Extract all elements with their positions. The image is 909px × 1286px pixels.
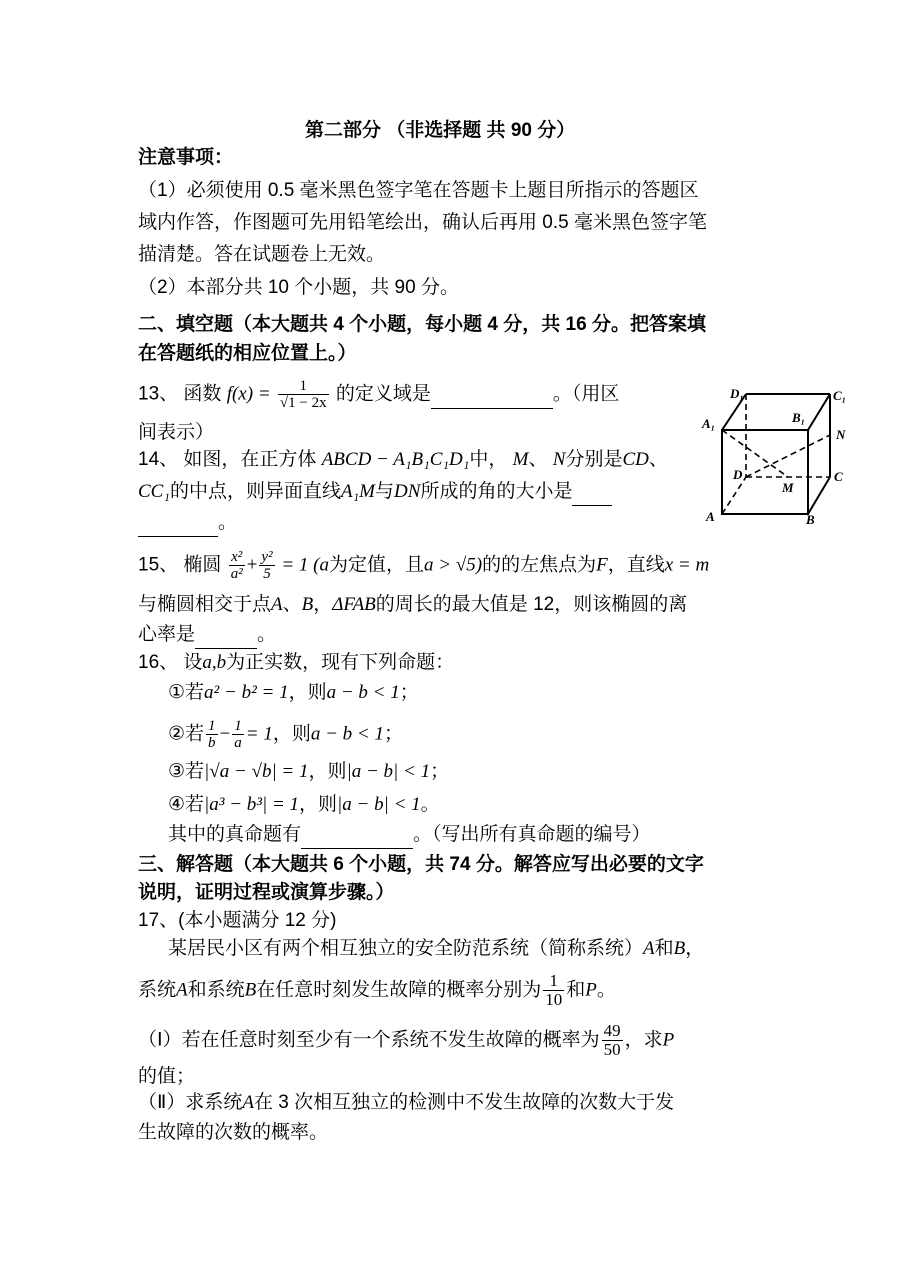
q16-p2n2: 1 (234, 718, 242, 734)
q16-p3d: ； (430, 761, 450, 782)
q14-M: M (512, 449, 529, 470)
q14-b: 中， (469, 449, 508, 470)
q17-line1 (168, 936, 704, 962)
section-3-title-2: 说明，证明过程或演算步骤。） (138, 882, 395, 903)
q13-den: √1 − 2x (279, 395, 327, 411)
q16-p3b: ，则 (308, 761, 347, 782)
q15-l2b: 、 (282, 594, 302, 615)
edge-AD-hidden (722, 477, 746, 514)
q16-p2-frac2 (232, 718, 244, 751)
q17-frac-49-50 (602, 1022, 623, 1059)
question-14-line2 (138, 479, 612, 506)
q13-prefix: 13、 函数 (138, 383, 222, 405)
q17-part-2 (138, 1090, 674, 1116)
q17-line2 (138, 972, 616, 1009)
label-A1: A₁ (702, 416, 716, 431)
q15-line: x = m (664, 554, 710, 576)
q15-A: A (271, 594, 283, 615)
q15-b: 为定值，且 (328, 554, 424, 576)
q16-prop-1 (168, 680, 419, 706)
q17-fd: 10 (545, 990, 563, 1009)
q16-prop-2: ②若 $\frac{1}{b}$ − $\frac{1}{a}$ = 1，则a − b < 1； (168, 718, 404, 751)
edge-B1C1 (808, 394, 830, 430)
q15-c: 的的左焦点为 (482, 554, 597, 576)
q15-F: F (596, 554, 608, 576)
label-C: C (834, 469, 843, 484)
q16-p2d2: a (234, 735, 242, 751)
q16-p1a: ①若 (168, 682, 205, 703)
q15-xn: x² (229, 549, 245, 566)
label-D1: D₁ (730, 386, 744, 401)
q15-cond: a > √5) (424, 554, 483, 576)
q17-part-2-line2: 生故障的次数的概率。 (138, 1122, 329, 1143)
q16-intro-b: 为正实数，现有下列命题： (226, 652, 455, 673)
q13-text: 的定义域是 (335, 383, 431, 405)
q16-p2d1: b (208, 735, 216, 751)
q15-xd: a² (230, 566, 243, 582)
label-B: B (806, 512, 815, 527)
q14-g: 与 (375, 481, 395, 502)
q15-frac-y (259, 549, 274, 582)
q15-yn: y² (261, 549, 273, 565)
part-heading: 第二部分 （非选择题 共 90 分） (305, 120, 576, 141)
q17-B2: B (244, 979, 257, 1001)
q14-end: 。 (218, 512, 238, 533)
q17-ii-b: 在 3 次相互独立的检测中不发生故障的次数大于发 (253, 1092, 675, 1113)
q16-p3m: |√a − √b| = 1 (204, 761, 309, 782)
q17-P: P (585, 979, 597, 1001)
q16-p2c: a − b < 1 (310, 723, 385, 745)
q14-answer-blank-1[interactable] (572, 479, 612, 506)
q16-p1d: ； (399, 682, 419, 703)
q17-i-b: ，求 (624, 1029, 663, 1051)
q14-CC1: CC₁ (138, 481, 170, 502)
question-13 (138, 378, 619, 411)
q13-fraction (278, 378, 329, 411)
q17-A2: A (176, 979, 188, 1001)
q15-answer-blank[interactable] (195, 622, 257, 649)
q13-line2: 间表示） (138, 422, 215, 443)
label-M: M (782, 480, 794, 495)
question-15-line3 (138, 622, 276, 649)
q15-yd: 5 (263, 566, 271, 582)
question-14 (138, 447, 668, 473)
q14-a: 14、 如图，在正方体 (138, 449, 317, 470)
q16-last-b: 。（写出所有真命题的编号） (413, 824, 651, 845)
q17-frac (543, 972, 564, 1009)
q16-p2a: ②若 (168, 723, 205, 745)
q16-intro-a: 16、 设 (138, 652, 203, 673)
q16-p2-frac1 (206, 718, 218, 751)
q15-l2c: ， (313, 594, 333, 615)
section-2-title-2: 在答题纸的相应位置上。） (138, 343, 357, 364)
q17-fn: 1 (543, 972, 564, 991)
q17-A3: A (242, 1092, 254, 1113)
label-D: D (733, 467, 743, 482)
q17-l2a: 系统 (138, 979, 177, 1001)
note-2: （2）本部分共 10 个小题，共 90 分。 (138, 277, 459, 298)
note-1c: 描清楚。答在试题卷上无效。 (138, 244, 386, 265)
q17-header: 17、(本小题满分 12 分) (138, 910, 337, 931)
q17-l2c: 在任意时刻发生故障的概率分别为 (256, 979, 542, 1001)
q16-p4b: ，则 (299, 794, 338, 815)
q14-d: 分别是 (565, 449, 623, 470)
q13-answer-blank[interactable] (431, 382, 553, 409)
q15-end: 。 (257, 624, 277, 645)
question-15-line2 (138, 592, 687, 618)
q16-p2m: = 1 (245, 723, 273, 745)
q16-p4a: ④若 (168, 794, 205, 815)
q17-part-1 (138, 1022, 674, 1059)
label-C1: C₁ (833, 388, 847, 403)
q17-l1c: ， (685, 938, 705, 959)
q16-p1m: a² − b² = 1 (204, 682, 289, 703)
q16-p2d: ； (384, 723, 404, 745)
q15-l2d: 的周长的最大值是 12，则该椭圆的离 (375, 594, 688, 615)
q16-p1b: ，则 (288, 682, 327, 703)
q17-l1b: 和 (654, 938, 674, 959)
q16-prop-4 (168, 792, 440, 818)
q13-num: 1 (278, 378, 329, 395)
q17-B: B (673, 938, 686, 959)
q14-CD: CD (622, 449, 649, 470)
q14-A1M: A₁M (340, 481, 376, 502)
q15-tri: ΔFAB (332, 594, 376, 615)
q15-eq: = 1 (a (276, 554, 329, 576)
q14-cube: ABCD − A₁B₁C₁D₁ (321, 449, 470, 470)
q16-p4m: |a³ − b³| = 1 (204, 794, 300, 815)
q15-B: B (301, 594, 314, 615)
q16-p3a: ③若 (168, 761, 205, 782)
q16-prop-3 (168, 759, 449, 785)
q15-frac-x (229, 549, 245, 582)
q17-ii-a: （Ⅱ）求系统 (138, 1092, 243, 1113)
q14-DN: DN (394, 481, 421, 502)
q16-p2n1: 1 (208, 718, 216, 734)
q17-l2d: 和 (566, 979, 586, 1001)
q17-A: A (643, 938, 655, 959)
label-B1: B₁ (792, 410, 806, 425)
q16-last (168, 822, 651, 849)
note-1b: 域内作答，作图题可先用铅笔绘出，确认后再用 0.5 毫米黑色签字笔 (138, 212, 707, 233)
q15-l2a: 与椭圆相交于点 (138, 594, 272, 615)
q17-id: 50 (603, 1040, 621, 1059)
q17-l2e: 。 (596, 979, 616, 1001)
q14-h: 所成的角的大小是 (420, 481, 573, 502)
note-1a: （1）必须使用 0.5 毫米黑色签字笔在答题卡上题目所指示的答题区 (138, 180, 699, 201)
q15-l3: 心率是 (138, 624, 196, 645)
q14-answer-blank-2[interactable] (138, 510, 218, 537)
q16-p2b: ，则 (272, 723, 311, 745)
q17-P2: P (662, 1029, 675, 1051)
q15-d: ，直线 (607, 554, 665, 576)
q13-tail: 。（用区 (552, 383, 620, 405)
edge-BC (808, 477, 830, 514)
q15-a: 15、 椭圆 (138, 554, 222, 576)
q14-N: N (552, 449, 566, 470)
q16-p3c: |a − b| < 1 (346, 761, 431, 782)
question-16 (138, 650, 454, 676)
cube-figure (700, 382, 860, 532)
segment-A1M (722, 430, 788, 477)
q14-f: 的中点，则异面直线 (169, 481, 341, 502)
q16-ab: a,b (202, 652, 227, 673)
label-N: N (836, 427, 846, 442)
q16-p4c: |a − b| < 1 (337, 794, 421, 815)
q13-function: f(x) = (226, 383, 271, 405)
section-3-title-1: 三、解答题（本大题共 6 个小题，共 74 分。解答应写出必要的文字 (138, 854, 704, 875)
label-A: A (706, 509, 715, 524)
q14-e: 、 (648, 449, 668, 470)
q16-answer-blank[interactable] (301, 822, 413, 849)
q17-in: 49 (603, 1021, 621, 1040)
q16-p1c: a − b < 1 (326, 682, 400, 703)
notes-title: 注意事项： (138, 147, 234, 168)
q17-part-1-line2: 的值； (138, 1066, 196, 1087)
section-2-title-1: 二、填空题（本大题共 4 个小题，每小题 4 分，共 16 分。把答案填 (138, 314, 706, 335)
q17-i-a: （Ⅰ）若在任意时刻至少有一个系统不发生故障的概率为 (138, 1029, 600, 1051)
q17-l2b: 和系统 (187, 979, 245, 1001)
q16-p4d: 。 (420, 794, 440, 815)
q17-l1a: 某居民小区有两个相互独立的安全防范系统（简称系统） (168, 938, 644, 959)
q16-last-a: 其中的真命题有 (168, 824, 302, 845)
q14-c: 、 (528, 449, 548, 470)
question-14-line3 (138, 510, 237, 537)
question-15: 15、 椭圆 $\frac{\text{x²}}{\text{a²}}$ + $\frac{\text{y²}}{5}$ = 1 (a为定值，且a > √5)的的左焦点为F，直线x = m (138, 549, 710, 582)
